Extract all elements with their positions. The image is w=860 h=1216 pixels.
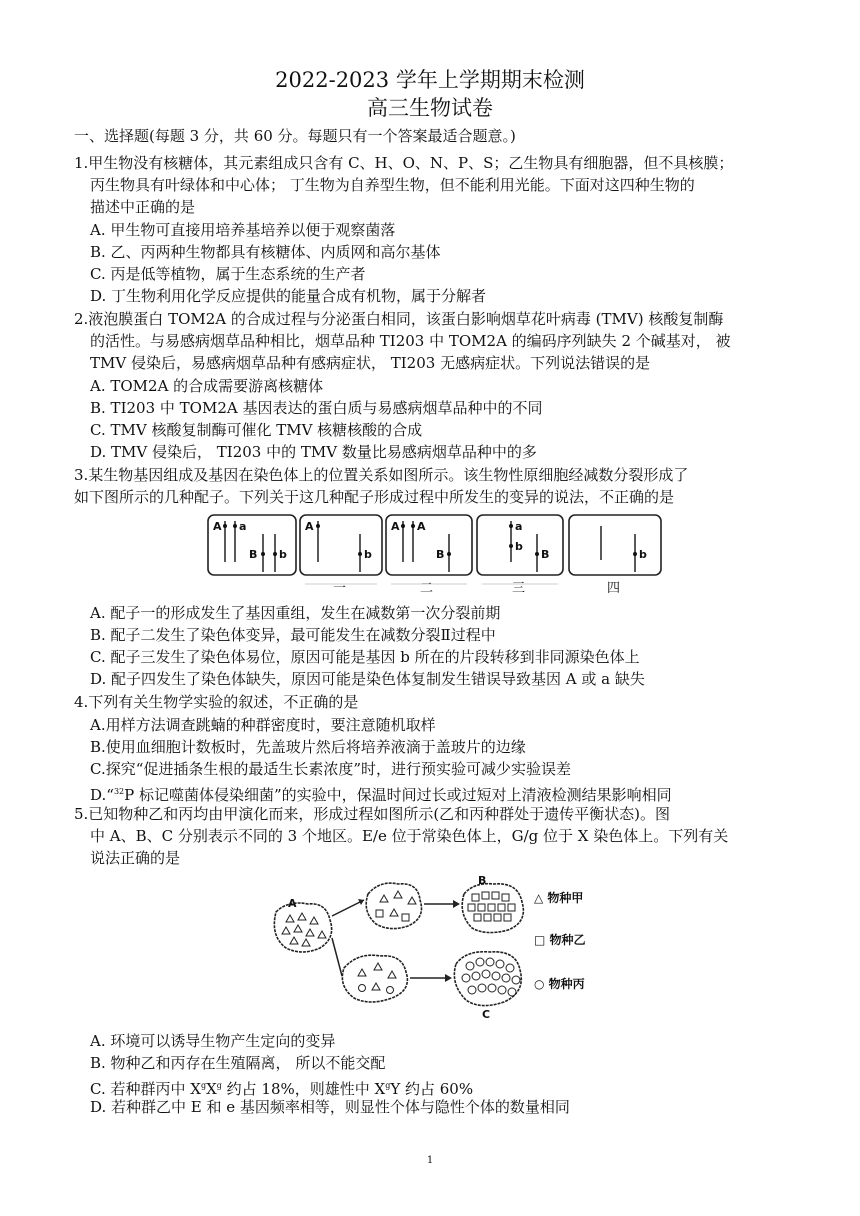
q5-c-part3: 约占 18%，则雄性中 X — [221, 1080, 386, 1098]
q4-isotope-sup: 32 — [113, 787, 125, 796]
gene-label-A1: A — [213, 520, 222, 533]
q5-c-sup1: g — [200, 1081, 207, 1090]
gene-label-b3: b — [515, 540, 523, 553]
q2-stem-line1: 2.液泡膜蛋白 TOM2A 的合成过程与分泌蛋白相同，该蛋白影响烟草花叶病毒 (TMV) 核酸复制酶 — [74, 310, 724, 328]
gene-label-B1: B — [249, 548, 258, 561]
region-A-label: A — [288, 897, 297, 910]
gene-label-a1: a — [239, 520, 247, 533]
q5-stem-line3: 说法正确的是 — [90, 849, 181, 867]
q5-stem-line2: 中 A、B、C 分别表示不同的 3 个地区。E/e 位于常染色体上，G/g 位于 X 染色体上。下列有关 — [90, 827, 729, 845]
q2-option-a: A. TOM2A 的合成需要游离核糖体 — [90, 377, 324, 395]
region-B-label: B — [478, 874, 487, 887]
q5-option-a: A. 环境可以诱导生物产生定向的变异 — [90, 1032, 336, 1050]
gamete-label-1: 一 — [333, 581, 347, 596]
gene-label-B3: B — [436, 548, 445, 561]
q1-stem-line1: 1.甲生物没有核糖体，其元素组成只含有 C、H、O、N、P、S；乙生物具有细胞器，但不具核膜； — [74, 154, 734, 172]
region-C-label: C — [482, 1008, 491, 1020]
q4-option-d — [90, 781, 672, 806]
gamete-label-4: 四 — [607, 581, 621, 596]
q4-stem: 4.下列有关生物学实验的叙述，不正确的是 — [74, 693, 359, 711]
gamete-label-2: 二 — [420, 581, 434, 596]
q1-option-a: A. 甲生物可直接用培养基培养以便于观察菌落 — [90, 221, 396, 239]
gamete-figure — [205, 512, 665, 596]
legend-species-bing: ○ 物种丙 — [534, 977, 585, 991]
q3-option-d: D. 配子四发生了染色体缺失，原因可能是染色体复制发生错误导致基因 A 或 a 缺失 — [90, 670, 645, 688]
q5-option-b: B. 物种乙和丙存在生殖隔离， 所以不能交配 — [90, 1054, 386, 1072]
q2-stem-line2: 的活性。与易感病烟草品种相比，烟草品种 TI203 中 TOM2A 的编码序列缺失 2 个碱基对， 被 — [90, 332, 731, 350]
q4-option-b: B.使用血细胞计数板时，先盖玻片然后将培养液滴于盖玻片的边缘 — [90, 738, 526, 756]
q2-option-b: B. TI203 中 TOM2A 基因表达的蛋白质与易感病烟草品种中的不同 — [90, 399, 543, 417]
q2-option-c: C. TMV 核酸复制酶可催化 TMV 核糖核酸的合成 — [90, 421, 423, 439]
cell-box-4 — [569, 515, 661, 575]
q5-c-part2: X — [206, 1080, 217, 1098]
q1-option-d: D. 丁生物利用化学反应提供的能量合成有机物，属于分解者 — [90, 287, 487, 305]
q1-stem-line2: 丙生物具有叶绿体和中心体； 丁生物为自养型生物，但不能利用光能。下面对这四种生物的 — [90, 176, 695, 194]
gene-label-b4: b — [639, 548, 647, 561]
gamete-label-3: 三 — [512, 581, 526, 596]
q4-option-a: A.用样方法调查跳蝻的种群密度时，要注意随机取样 — [90, 716, 436, 734]
q5-c-sup2: g — [216, 1081, 222, 1090]
speciation-figure — [268, 872, 628, 1020]
q3-option-c: C. 配子三发生了染色体易位，原因可能是基因 b 所在的片段转移到非同源染色体上 — [90, 648, 640, 666]
q4-option-c: C.探究“促进插条生根的最适生长素浓度”时，进行预实验可减少实验误差 — [90, 760, 572, 778]
q3-stem-line1: 3.某生物基因组成及基因在染色体上的位置关系如图所示。该生物性原细胞经减数分裂形成了 — [74, 466, 689, 484]
legend-species-jia: △ 物种甲 — [534, 891, 584, 905]
exam-title: 2022-2023 学年上学期期末检测 — [275, 68, 585, 92]
gene-label-A3: A — [391, 520, 400, 533]
gene-label-a3: a — [515, 520, 523, 533]
q5-c-part4: Y 约占 60% — [390, 1080, 474, 1098]
gene-label-b1: b — [279, 548, 287, 561]
q5-stem-line1: 5.已知物种乙和丙均由甲演化而来，形成过程如图所示(乙和丙种群处于遗传平衡状态)。图 — [74, 805, 671, 823]
gene-label-b2: b — [364, 548, 372, 561]
q1-stem-line3: 描述中正确的是 — [90, 198, 196, 216]
q2-option-d: D. TMV 侵染后， TI203 中的 TMV 数量比易感病烟草品种中的多 — [90, 443, 537, 461]
q3-option-a: A. 配子一的形成发生了基因重组，发生在减数第一次分裂前期 — [90, 604, 501, 622]
q1-option-b: B. 乙、丙两种生物都具有核糖体、内质网和高尔基体 — [90, 243, 441, 261]
q5-c-part1: C. 若种群丙中 X — [90, 1080, 201, 1098]
page-number: 1 — [426, 1155, 434, 1166]
legend-species-yi: □ 物种乙 — [534, 933, 586, 947]
exam-subtitle: 高三生物试卷 — [367, 96, 493, 120]
gene-label-A4: A — [417, 520, 426, 533]
gene-label-A2: A — [305, 520, 314, 533]
q5-c-sup3: g — [385, 1081, 391, 1090]
q3-option-b: B. 配子二发生了染色体变异，最可能发生在减数分裂Ⅱ过程中 — [90, 626, 496, 644]
q4-option-d-prefix: D.“ — [90, 786, 114, 804]
q4-option-d-text: P 标记噬菌体侵染细菌”的实验中，保温时间过长或过短对上清液检测结果影响相同 — [124, 786, 672, 804]
q3-stem-line2: 如下图所示的几种配子。下列关于这几种配子形成过程中所发生的变异的说法，不正确的是 — [74, 488, 675, 506]
q2-stem-line3: TMV 侵染后，易感病烟草品种有感病症状， TI203 无感病症状。下列说法错误的是 — [90, 354, 651, 372]
gene-label-B4: B — [541, 548, 550, 561]
section-heading: 一、选择题(每题 3 分，共 60 分。每题只有一个答案最适合题意。) — [74, 127, 516, 145]
q5-option-d: D. 若种群乙中 E 和 e 基因频率相等，则显性个体与隐性个体的数量相同 — [90, 1098, 570, 1116]
q1-option-c: C. 丙是低等植物，属于生态系统的生产者 — [90, 265, 366, 283]
